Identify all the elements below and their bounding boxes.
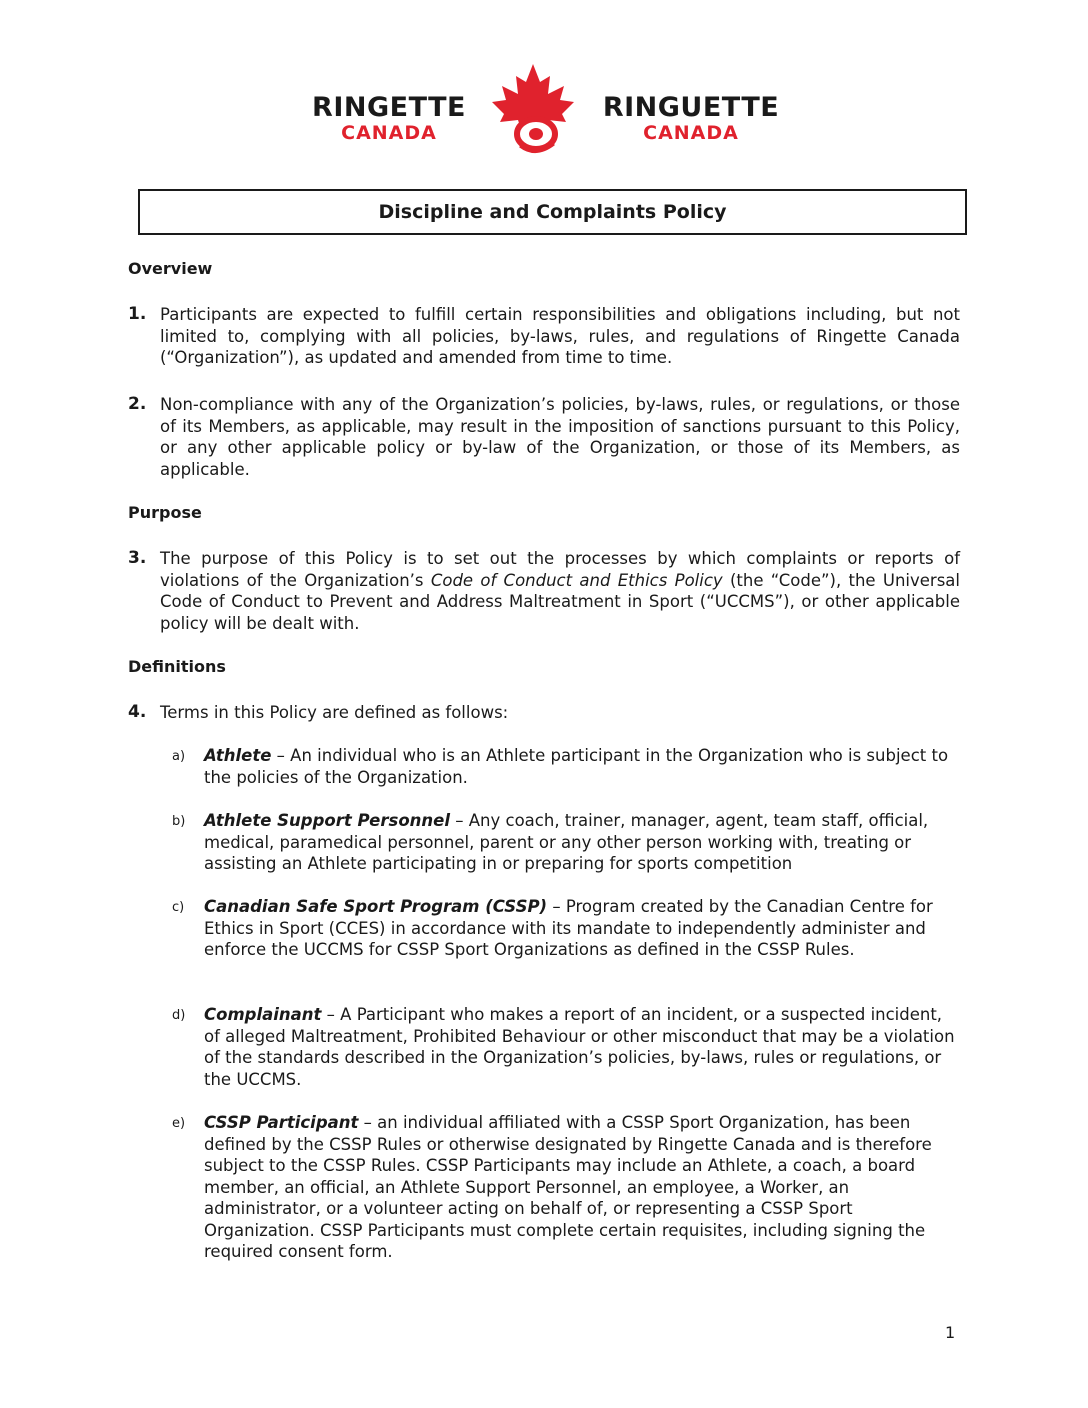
paragraph-text [160, 548, 960, 634]
logo-en-line1: RINGETTE [312, 92, 466, 123]
paragraph-number: 3. [128, 548, 147, 568]
definition-term: Athlete [204, 746, 272, 765]
ringette-canada-logo [300, 60, 790, 160]
section-heading-purpose: Purpose [128, 503, 202, 522]
paragraph-text-part: (the “Code”), the Universal Code of Conduct to Prevent and Address Maltreatment in Sport (“UCCMS”), or other applicable policy will be dealt with. [160, 570, 960, 633]
definition-term: Complainant [204, 1005, 322, 1024]
logo-fr-line1: RINGUETTE [602, 92, 780, 123]
paragraph-number: 4. [128, 702, 147, 722]
paragraph-4 [128, 702, 960, 724]
paragraph-2 [128, 394, 960, 480]
definition-term: Canadian Safe Sport Program (CSSP) [204, 897, 548, 916]
definition-term: Athlete Support Personnel [204, 811, 451, 830]
logo-en-line2: CANADA [341, 122, 437, 144]
section-heading-overview: Overview [128, 259, 213, 278]
section-heading-definitions: Definitions [128, 657, 226, 676]
definition-letter: b) [172, 814, 186, 829]
definition-text: – Program created by the Canadian Centre for Ethics in Sport (CCES) in accordance with its mandate to independently administer and enforce the UCCMS for CSSP Sport Organizations as defined in the CSSP Rules. [204, 897, 933, 959]
document-title: Discipline and Complaints Policy [378, 201, 727, 223]
page-number: 1 [945, 1323, 956, 1342]
definition-item [172, 810, 962, 875]
definition-item [172, 896, 962, 961]
definition-item [172, 745, 962, 788]
definition-text: – A Participant who makes a report of an incident, or a suspected incident, of alleged Maltreatment, Prohibited Behaviour or other misconduct that may be a violation of the standards described in the Organization’s policies, by-laws, rules or regulations, or the UCCMS. [204, 1005, 955, 1089]
definition-item [172, 1112, 962, 1263]
title-box [138, 189, 967, 235]
paragraph-text: Terms in this Policy are defined as follows: [160, 703, 509, 722]
paragraph-number: 2. [128, 394, 147, 414]
definition-text: – An individual who is an Athlete participant in the Organization who is subject to the policies of the Organization. [204, 746, 949, 787]
paragraph-3 [128, 548, 960, 634]
code-of-conduct-title: Code of Conduct and Ethics Policy [430, 570, 723, 590]
paragraph-text-part: The purpose of this Policy is to set out the processes by which complaints or reports of violations of the Organization’s [160, 549, 960, 590]
paragraph-text: Non-compliance with any of the Organization’s policies, by-laws, rules, or regulations, or those of its Members, as applicable, may result in the imposition of sanctions pursuant to this Policy, or any other applicable policy or by-law of the Organization, or those of its Members, as applicable. [160, 395, 960, 479]
definition-letter: d) [172, 1008, 186, 1023]
definition-item [172, 1004, 962, 1090]
paragraph-number: 1. [128, 304, 147, 324]
definition-letter: c) [172, 900, 185, 915]
definition-text: – an individual affiliated with a CSSP Sport Organization, has been defined by the CSSP Rules or otherwise designated by Ringette Canada and is therefore subject to the CSSP Rules. CSSP Participants may include an Athlete, a coach, a board member, an official, an Athlete Support Personnel, an employee, a Worker, an administrator, or a volunteer acting on behalf of, or representing a CSSP Sport Organization. CSSP Participants must complete certain requisites, including signing the required consent form. [204, 1113, 932, 1261]
definition-text: – Any coach, trainer, manager, agent, team staff, official, medical, paramedical personnel, parent or any other person working with, treating or assisting an Athlete participating in or preparing for sports competition [204, 811, 929, 873]
paragraph-text: Participants are expected to fulfill certain responsibilities and obligations including, but not limited to, complying with all policies, by-laws, rules, and regulations of Ringette Canada (“Organization”), as updated and amended from time to time. [160, 305, 960, 367]
definition-letter: e) [172, 1116, 186, 1131]
definition-term: CSSP Participant [204, 1113, 359, 1132]
paragraph-1 [128, 304, 960, 369]
definition-letter: a) [172, 749, 186, 764]
maple-leaf-ring-icon [478, 62, 588, 158]
logo-fr-line2: CANADA [643, 122, 739, 144]
